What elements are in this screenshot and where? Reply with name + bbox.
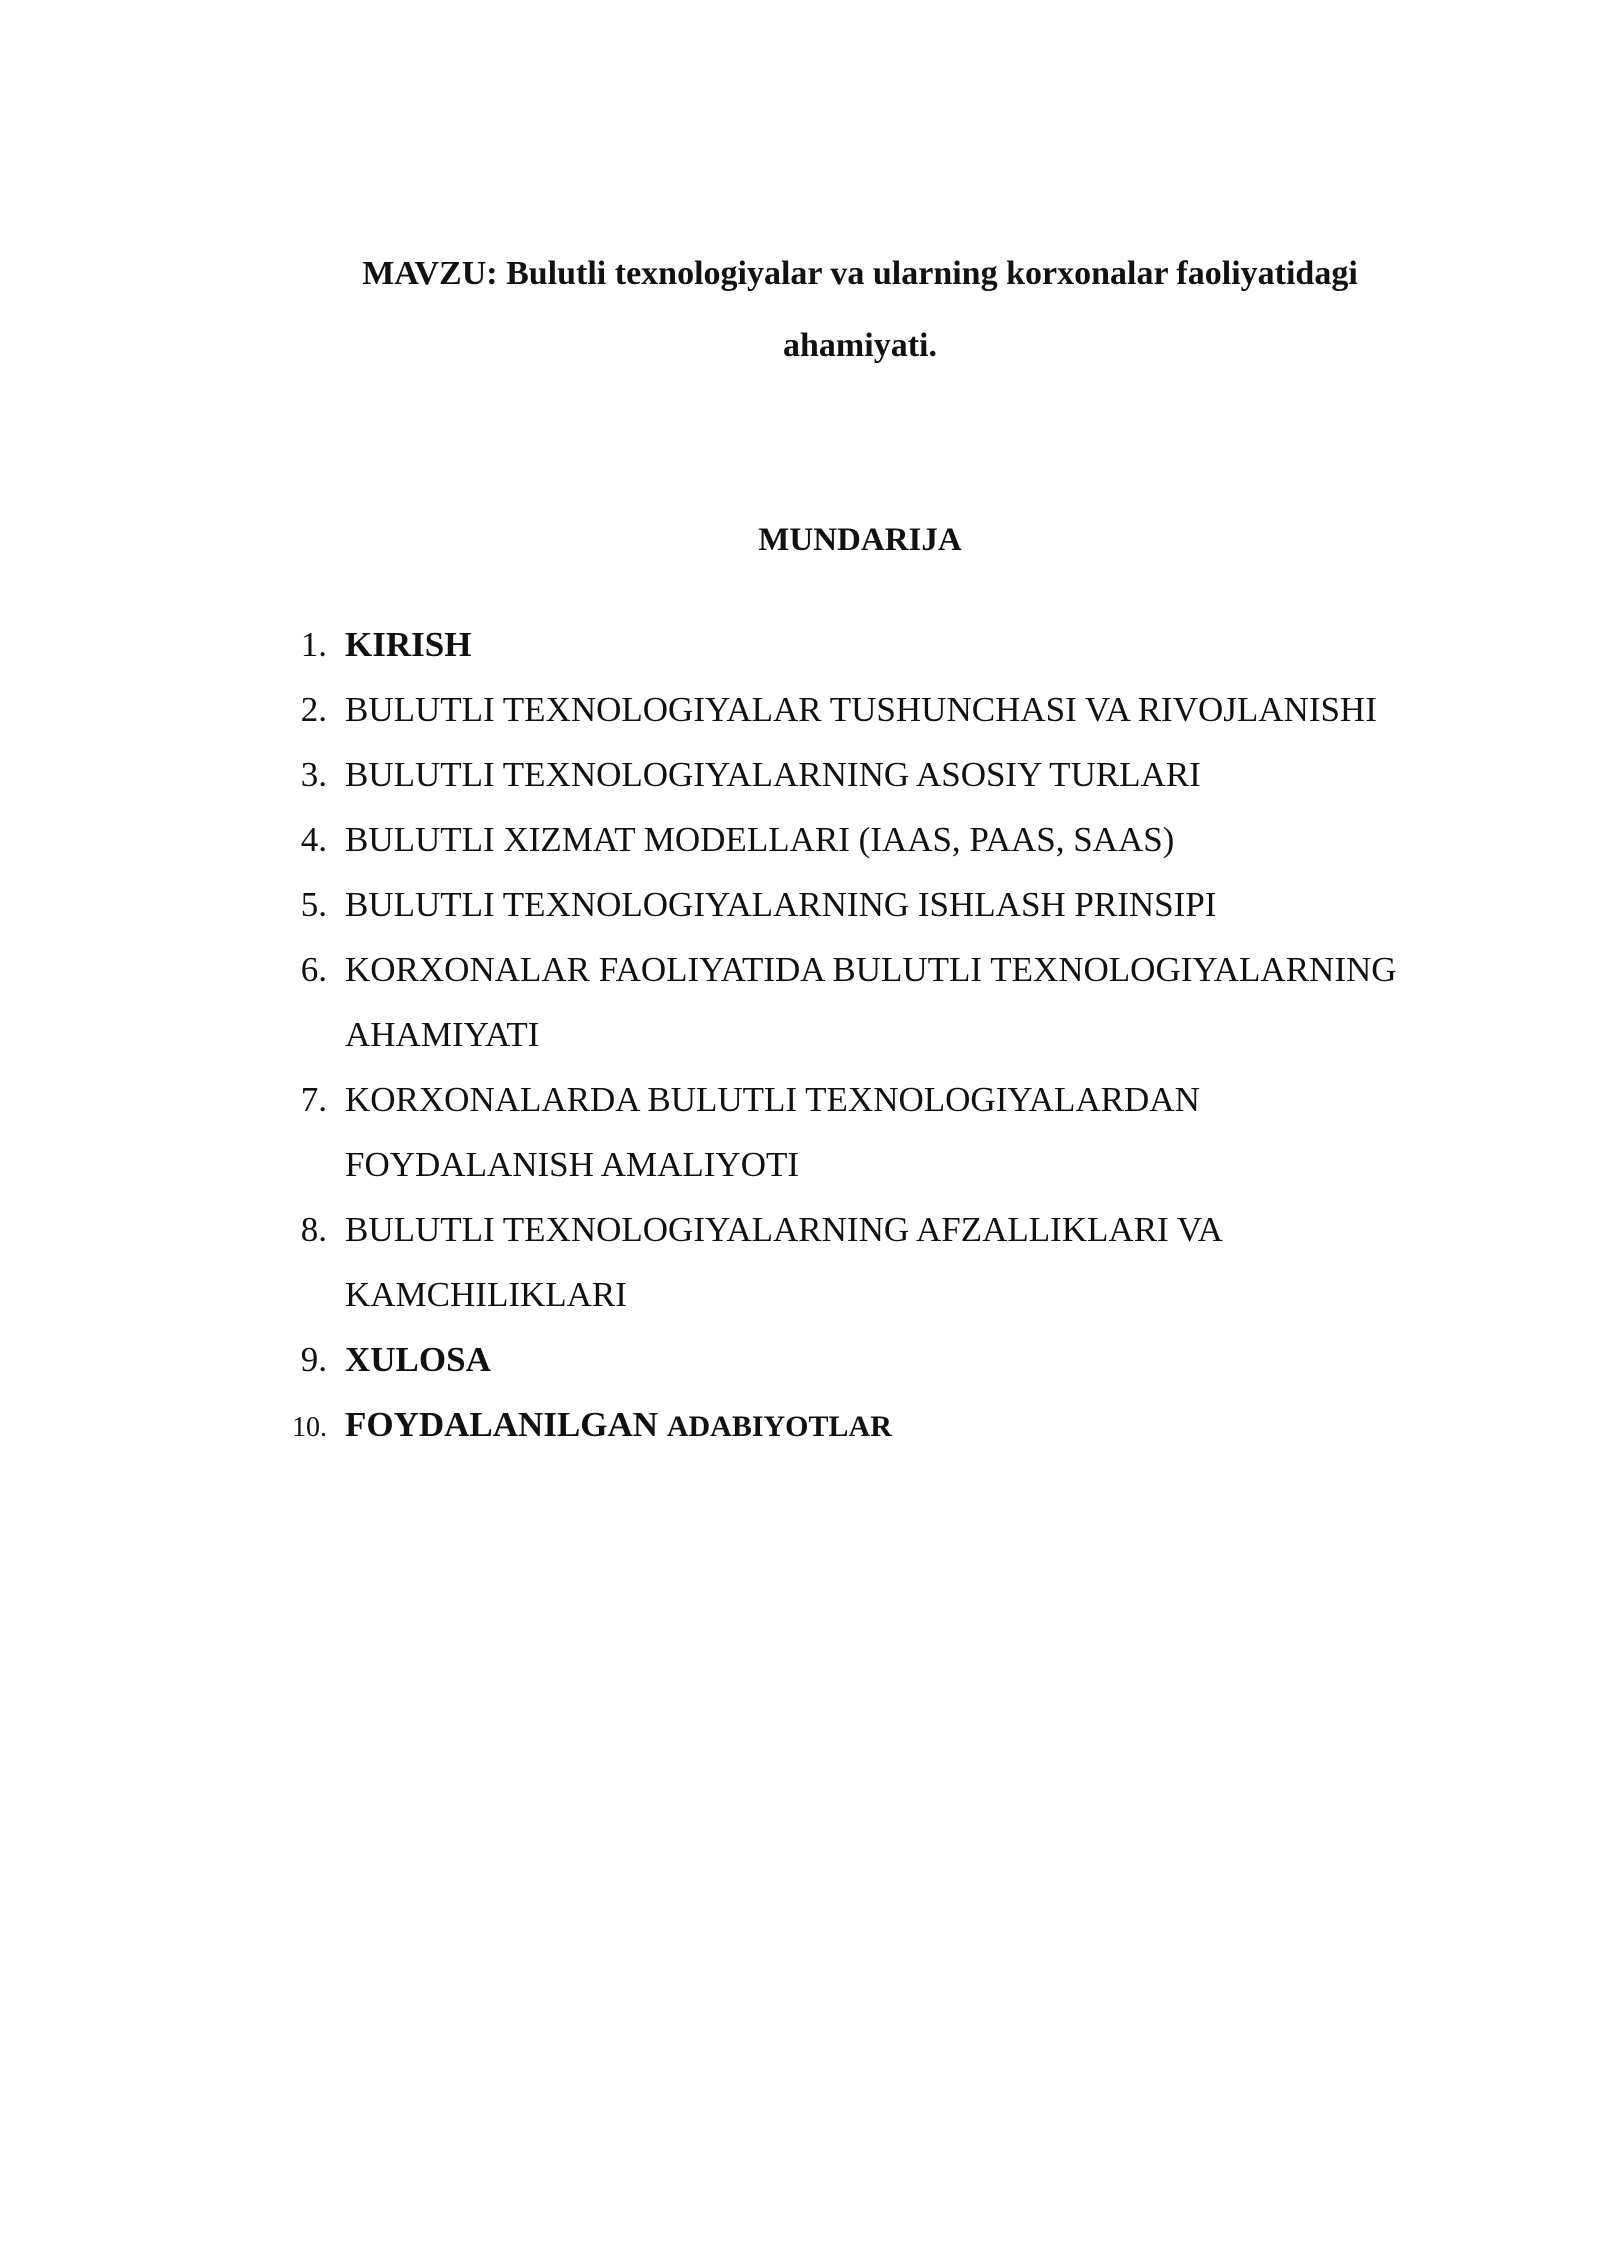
document-title: [250, 238, 1470, 382]
toc-item-number: 5.: [300, 885, 327, 924]
toc-item: [255, 677, 1555, 742]
toc-item-text-line-1: KORXONALAR FAOLIYATIDA BULUTLI TEXNOLOGIYALARNING: [345, 950, 1397, 989]
toc-item-number: 3.: [300, 755, 327, 794]
toc-item-text: BULUTLI TEXNOLOGIYALARNING ISHLASH PRINSIPI: [345, 885, 1217, 924]
toc-item-number: 10.: [292, 1412, 327, 1443]
toc-item: [255, 937, 1555, 1067]
toc-item-number: 4.: [300, 820, 327, 859]
toc-item-number: 1.: [300, 625, 327, 664]
toc-item: [255, 1067, 1555, 1197]
toc-item-number: 8.: [300, 1210, 327, 1249]
toc-item: [255, 1197, 1555, 1327]
toc-item-text-part-2: ADABIYOTLAR: [666, 1410, 892, 1443]
toc-item-number: 6.: [300, 950, 327, 989]
toc-item: [255, 742, 1555, 807]
toc-item-text: XULOSA: [345, 1340, 491, 1379]
toc-item: [255, 612, 1555, 677]
toc-item-text-part-1: FOYDALANILGAN: [345, 1405, 659, 1444]
toc-item-text-line-2: AHAMIYATI: [345, 1015, 540, 1054]
toc-item-text: [327, 1392, 1555, 1459]
toc-item-text-line-2: FOYDALANISH AMALIYOTI: [345, 1145, 800, 1184]
title-line-1: MAVZU: Bulutli texnologiyalar va ularning korxonalar faoliyatidagi: [362, 255, 1358, 292]
toc-item: [255, 872, 1555, 937]
toc-item: [255, 1392, 1555, 1460]
toc-item: [255, 807, 1555, 872]
toc-heading: MUNDARIJA: [758, 522, 962, 558]
toc-item-number: 2.: [300, 690, 327, 729]
toc-item-text: BULUTLI TEXNOLOGIYALAR TUSHUNCHASI VA RIVOJLANISHI: [345, 690, 1377, 729]
toc-item-number: 9.: [300, 1340, 327, 1379]
toc-item-text: BULUTLI TEXNOLOGIYALARNING ASOSIY TURLARI: [345, 755, 1201, 794]
toc-item-text-line-1: KORXONALARDA BULUTLI TEXNOLOGIYALARDAN: [345, 1080, 1200, 1119]
toc-item-text: BULUTLI XIZMAT MODELLARI (IAAS, PAAS, SAAS): [345, 820, 1175, 859]
toc-item: [255, 1327, 1555, 1392]
table-of-contents: [255, 612, 1555, 1460]
toc-item-number: 7.: [300, 1080, 327, 1119]
toc-item-text-line-2: KAMCHILIKLARI: [345, 1275, 627, 1314]
toc-item-text: KIRISH: [345, 625, 472, 664]
toc-item-text: [327, 1067, 1555, 1197]
title-line-2: ahamiyati.: [783, 327, 937, 364]
toc-item-text-line-1: BULUTLI TEXNOLOGIYALARNING AFZALLIKLARI VA: [345, 1210, 1223, 1249]
toc-item-text: [327, 1197, 1555, 1327]
toc-item-text: [327, 937, 1555, 1067]
